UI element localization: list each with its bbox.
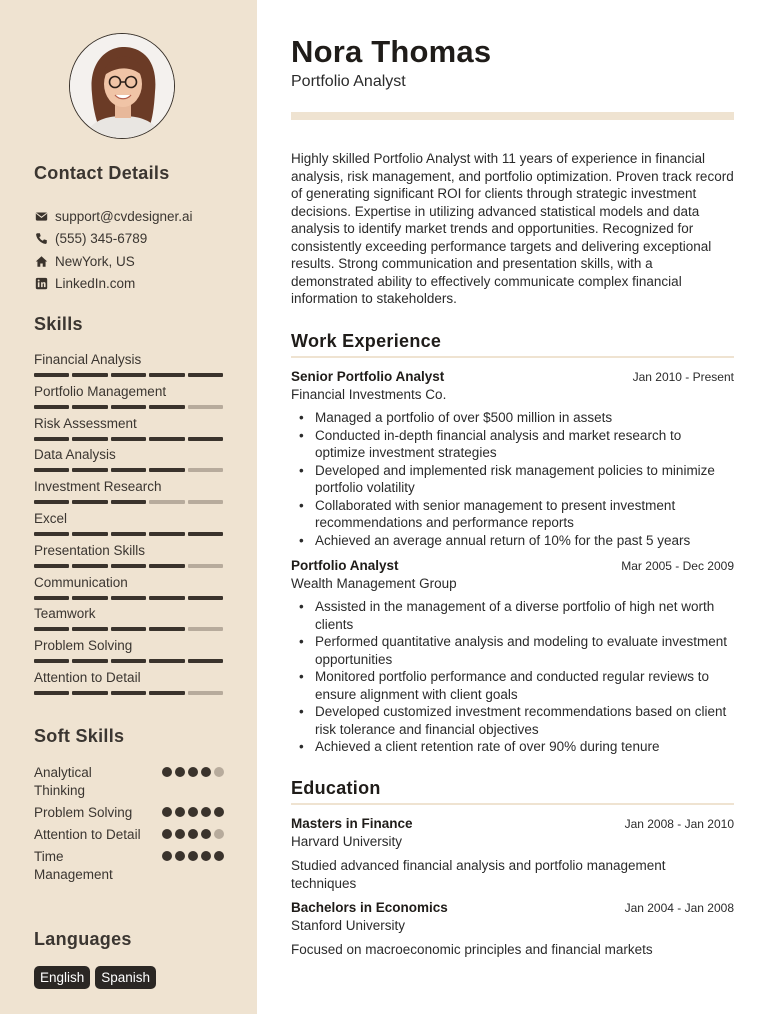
job-bullet: • Achieved an average annual return of 10% for the past 5 years bbox=[291, 532, 734, 550]
skill-level-segment bbox=[188, 373, 223, 377]
skill-name: Teamwork bbox=[34, 606, 96, 622]
candidate-name: Nora Thomas bbox=[291, 34, 492, 69]
rating-dot bbox=[175, 767, 185, 777]
soft-skill-item bbox=[34, 826, 224, 844]
contact-linkedin[interactable] bbox=[34, 273, 234, 296]
rating-dot bbox=[201, 767, 211, 777]
job-bullet: • Assisted in the management of a diverse portfolio of high net worth clients bbox=[291, 598, 734, 633]
skill-name: Communication bbox=[34, 574, 128, 590]
envelope-icon bbox=[34, 209, 49, 223]
soft-skill-item bbox=[34, 848, 224, 884]
soft-skills-section-title: Soft Skills bbox=[34, 726, 125, 746]
rating-dot bbox=[162, 829, 172, 839]
skill-level-segment bbox=[72, 373, 107, 377]
linkedin-icon bbox=[34, 277, 49, 291]
skill-level-segment bbox=[188, 468, 223, 472]
profile-summary: Highly skilled Portfolio Analyst with 11 years of experience in financial analysis, risk management, and portfolio optimization. Proven track record of generating significant ROI for clients through strategic investment decisions. Expertise in utilizing advanced statistical models and data analysis to identify market trends and opportunities. Recognized for consistently exceeding performance targets and delivering exceptional results. Strong communication and presentation skills, with a demonstrated ability to effectively communicate complex financial information to stakeholders. bbox=[291, 151, 734, 306]
home-icon bbox=[34, 254, 49, 268]
skill-level-segment bbox=[111, 564, 146, 568]
skill-level-segment bbox=[72, 500, 107, 504]
soft-skill-item bbox=[34, 764, 224, 800]
soft-skill-item bbox=[34, 804, 224, 822]
rating-dot bbox=[188, 807, 198, 817]
contact-linkedin-text: LinkedIn.com bbox=[55, 276, 136, 292]
languages-section-title: Languages bbox=[34, 929, 132, 949]
rating-dot bbox=[214, 829, 224, 839]
degree-title: Masters in Finance bbox=[291, 816, 413, 831]
job-bullet: • Developed customized investment recommendations based on client risk tolerance and financial objectives bbox=[291, 703, 734, 738]
contact-location bbox=[34, 250, 234, 273]
skill-level-segment bbox=[188, 564, 223, 568]
skill-level-segment bbox=[111, 532, 146, 536]
skill-level-segment bbox=[34, 405, 69, 409]
skill-level-segment bbox=[149, 627, 184, 631]
contact-email[interactable] bbox=[34, 205, 234, 228]
rating-dot bbox=[214, 807, 224, 817]
education-divider bbox=[291, 803, 734, 805]
contact-phone[interactable] bbox=[34, 228, 234, 251]
skill-level-bar bbox=[34, 373, 224, 377]
job-bullet: • Developed and implemented risk management policies to minimize portfolio volatility bbox=[291, 462, 734, 497]
work-section-title: Work Experience bbox=[291, 331, 442, 351]
skill-level-bar bbox=[34, 596, 224, 600]
skill-level-segment bbox=[188, 500, 223, 504]
soft-skill-name: Attention to Detail bbox=[34, 827, 141, 842]
skill-item bbox=[34, 510, 224, 542]
job-date: Mar 2005 - Dec 2009 bbox=[621, 559, 734, 573]
skill-level-segment bbox=[72, 691, 107, 695]
rating-dot bbox=[214, 767, 224, 777]
school-name: Harvard University bbox=[291, 834, 403, 849]
rating-dot bbox=[162, 807, 172, 817]
contact-location-text: NewYork, US bbox=[55, 253, 135, 269]
skill-item bbox=[34, 542, 224, 574]
skill-level-bar bbox=[34, 500, 224, 504]
skill-level-segment bbox=[149, 500, 184, 504]
skill-name: Risk Assessment bbox=[34, 415, 137, 431]
skill-level-segment bbox=[149, 405, 184, 409]
skill-level-segment bbox=[111, 405, 146, 409]
education-description: Focused on macroeconomic principles and financial markets bbox=[291, 942, 653, 957]
rating-dot bbox=[188, 767, 198, 777]
rating-dot bbox=[175, 807, 185, 817]
skill-level-segment bbox=[149, 691, 184, 695]
skill-level-segment bbox=[111, 437, 146, 441]
skill-level-segment bbox=[188, 596, 223, 600]
skill-level-segment bbox=[188, 627, 223, 631]
skill-item bbox=[34, 637, 224, 669]
rating-dot bbox=[175, 829, 185, 839]
skill-level-bar bbox=[34, 405, 224, 409]
skill-level-segment bbox=[72, 627, 107, 631]
skill-level-segment bbox=[188, 405, 223, 409]
soft-skill-rating bbox=[162, 807, 224, 817]
job-bullet: • Conducted in-depth financial analysis and market research to optimize investment strategies bbox=[291, 427, 734, 462]
skill-level-segment bbox=[188, 691, 223, 695]
rating-dot bbox=[201, 851, 211, 861]
skill-level-segment bbox=[149, 532, 184, 536]
job-title: Portfolio Analyst bbox=[291, 558, 399, 573]
education-description: Studied advanced financial analysis and portfolio management techniques bbox=[291, 858, 666, 891]
skills-section-title: Skills bbox=[34, 314, 83, 334]
skill-level-segment bbox=[149, 437, 184, 441]
skill-name: Excel bbox=[34, 510, 68, 526]
sidebar bbox=[0, 0, 257, 1014]
soft-skill-name: Time Management bbox=[34, 849, 113, 882]
skill-level-segment bbox=[72, 659, 107, 663]
job-date: Jan 2010 - Present bbox=[632, 370, 734, 384]
skill-name: Attention to Detail bbox=[34, 669, 141, 685]
skill-level-segment bbox=[111, 691, 146, 695]
soft-skills-list bbox=[34, 764, 224, 888]
rating-dot bbox=[175, 851, 185, 861]
contact-phone-text: (555) 345-6789 bbox=[55, 231, 148, 247]
skill-level-segment bbox=[72, 405, 107, 409]
job-bullet: • Achieved a client retention rate of over 90% during tenure bbox=[291, 738, 734, 756]
skill-level-segment bbox=[34, 500, 69, 504]
rating-dot bbox=[201, 807, 211, 817]
candidate-role: Portfolio Analyst bbox=[291, 73, 406, 90]
skill-level-bar bbox=[34, 437, 224, 441]
skill-level-segment bbox=[188, 659, 223, 663]
skill-item bbox=[34, 478, 224, 510]
skill-level-segment bbox=[72, 564, 107, 568]
contact-email-text: support@cvdesigner.ai bbox=[55, 208, 193, 224]
skill-level-segment bbox=[34, 691, 69, 695]
skill-level-segment bbox=[34, 596, 69, 600]
skill-level-segment bbox=[149, 596, 184, 600]
language-badge: Spanish bbox=[95, 966, 156, 989]
skill-level-segment bbox=[111, 627, 146, 631]
skill-level-segment bbox=[34, 659, 69, 663]
job-bullet: • Monitored portfolio performance and conducted regular reviews to ensure alignment with client goals bbox=[291, 668, 734, 703]
skill-level-segment bbox=[149, 659, 184, 663]
profile-photo bbox=[70, 34, 175, 139]
rating-dot bbox=[188, 851, 198, 861]
skill-level-segment bbox=[111, 659, 146, 663]
phone-icon bbox=[34, 232, 49, 246]
job-company: Wealth Management Group bbox=[291, 576, 457, 591]
skill-level-segment bbox=[34, 627, 69, 631]
skill-name: Investment Research bbox=[34, 479, 162, 495]
job-entry bbox=[291, 557, 734, 756]
skill-item bbox=[34, 446, 224, 478]
languages-list bbox=[34, 966, 156, 989]
skill-level-segment bbox=[111, 500, 146, 504]
education-date: Jan 2008 - Jan 2010 bbox=[624, 817, 734, 831]
skill-level-segment bbox=[34, 532, 69, 536]
education-entry bbox=[291, 899, 734, 959]
skills-list bbox=[34, 351, 224, 701]
education-section-title: Education bbox=[291, 778, 381, 798]
language-badge: English bbox=[34, 966, 90, 989]
rating-dot bbox=[214, 851, 224, 861]
job-bullet: • Managed a portfolio of over $500 million in assets bbox=[291, 409, 734, 427]
rating-dot bbox=[188, 829, 198, 839]
skill-level-bar bbox=[34, 532, 224, 536]
skill-level-segment bbox=[188, 532, 223, 536]
skill-level-bar bbox=[34, 659, 224, 663]
skill-item bbox=[34, 383, 224, 415]
education-entry bbox=[291, 815, 734, 893]
skill-level-segment bbox=[111, 596, 146, 600]
job-title: Senior Portfolio Analyst bbox=[291, 369, 445, 384]
skill-item bbox=[34, 574, 224, 606]
skill-level-bar bbox=[34, 627, 224, 631]
rating-dot bbox=[162, 851, 172, 861]
school-name: Stanford University bbox=[291, 918, 406, 933]
job-bullets bbox=[291, 409, 734, 549]
skill-level-segment bbox=[111, 373, 146, 377]
skill-name: Portfolio Management bbox=[34, 383, 167, 399]
skill-level-segment bbox=[34, 468, 69, 472]
work-divider bbox=[291, 356, 734, 358]
soft-skill-rating bbox=[162, 829, 224, 839]
skill-level-segment bbox=[111, 468, 146, 472]
rating-dot bbox=[201, 829, 211, 839]
skill-level-segment bbox=[149, 468, 184, 472]
job-bullet: • Collaborated with senior management to present investment recommendations and performance reports bbox=[291, 497, 734, 532]
skill-name: Problem Solving bbox=[34, 638, 133, 654]
job-entry bbox=[291, 368, 734, 549]
skill-item bbox=[34, 669, 224, 701]
contact-section-title: Contact Details bbox=[34, 163, 170, 183]
skill-level-segment bbox=[34, 564, 69, 568]
skill-level-bar bbox=[34, 564, 224, 568]
skill-item bbox=[34, 605, 224, 637]
soft-skill-rating bbox=[162, 767, 224, 777]
avatar bbox=[69, 33, 175, 139]
skill-level-bar bbox=[34, 691, 224, 695]
header-divider bbox=[291, 112, 734, 120]
contact-list bbox=[34, 205, 234, 295]
skill-name: Presentation Skills bbox=[34, 542, 146, 558]
skill-level-segment bbox=[188, 437, 223, 441]
skill-level-segment bbox=[34, 373, 69, 377]
soft-skill-name: Problem Solving bbox=[34, 805, 133, 820]
soft-skill-rating bbox=[162, 851, 224, 861]
skill-item bbox=[34, 415, 224, 447]
degree-title: Bachelors in Economics bbox=[291, 900, 448, 915]
skill-level-bar bbox=[34, 468, 224, 472]
skill-level-segment bbox=[72, 437, 107, 441]
job-bullet: • Performed quantitative analysis and modeling to evaluate investment opportunities bbox=[291, 633, 734, 668]
education-date: Jan 2004 - Jan 2008 bbox=[624, 901, 734, 915]
skill-level-segment bbox=[72, 468, 107, 472]
job-bullets bbox=[291, 598, 734, 756]
skill-level-segment bbox=[149, 373, 184, 377]
rating-dot bbox=[162, 767, 172, 777]
skill-name: Financial Analysis bbox=[34, 352, 142, 367]
job-company: Financial Investments Co. bbox=[291, 387, 447, 402]
skill-level-segment bbox=[149, 564, 184, 568]
skill-name: Data Analysis bbox=[34, 447, 116, 463]
skill-level-segment bbox=[72, 532, 107, 536]
skill-level-segment bbox=[72, 596, 107, 600]
skill-level-segment bbox=[34, 437, 69, 441]
soft-skill-name: Analytical Thinking bbox=[34, 765, 92, 798]
skill-item bbox=[34, 351, 224, 383]
